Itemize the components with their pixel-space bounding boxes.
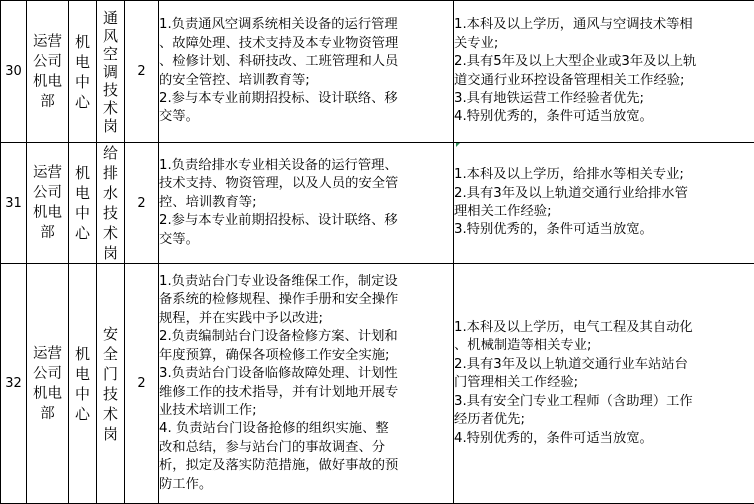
text-line: 备系统的检修规程、操作手册和安全操作 [159,291,453,309]
text-line: 2.具有5年及以上大型企业或3年及以上轨 [454,53,754,71]
text-line: 、检修计划、科研技改、工班管理和人员 [159,53,453,71]
text-line: 1.本科及以上学历，电气工程及其自动化 [454,319,754,337]
requirements-cell [454,1,754,143]
text-line: 业技术培训工作; [159,402,453,420]
duties-cell [159,1,454,143]
text-line: 1.本科及以上学历，给排水等相关专业; [454,166,754,184]
text-line: 析，拟定及落实防范措施，做好事故的预 [159,457,453,475]
headcount-cell: 2 [125,1,159,143]
headcount-cell: 2 [125,143,159,264]
department-cell: 机 电 中 心 [69,143,97,264]
text-line: 控、培训教育等; [159,194,453,212]
requirements-cell [454,143,754,264]
text-line: 2.负责编制站台门设备检修方案、计划和 [159,328,453,346]
text-line: 技术支持、物资管理，以及人员的安全管 [159,175,453,193]
text-line: 理相关工作经验; [454,203,754,221]
department-cell: 机 电 中 心 [69,1,97,143]
text-line: 2.具有3年及以上轨道交通行业车站站台 [454,356,754,374]
department-cell: 机 电 中 心 [69,264,97,504]
text-line: 1.负责通风空调系统相关设备的运行管理 [159,16,453,34]
requirements-cell [454,264,754,504]
text-line: 交等。 [159,231,453,249]
row-number: 32 [1,264,27,504]
text-line: 、机械制造等相关专业; [454,337,754,355]
row-number: 31 [1,143,27,264]
position-cell: 通 风 空 调 技 术 岗 [97,1,125,143]
row-number: 30 [1,1,27,143]
position-cell: 给 排 水 技 术 岗 [97,143,125,264]
text-line: 2.参与本专业前期招投标、设计联络、移 [159,212,453,230]
unit-cell: 运营 公司 机电 部 [27,143,69,264]
table-row [1,264,754,504]
text-line: 经历者优先; [454,411,754,429]
position-cell: 安 全 门 技 术 岗 [97,264,125,504]
duties-cell [159,264,454,504]
text-line: 年度预算，确保各项检修工作安全实施; [159,347,453,365]
text-line: 3.特别优秀的，条件可适当放宽。 [454,221,754,239]
text-line: 改和总结，参与站台门的事故调查、分 [159,439,453,457]
duties-cell [159,143,454,264]
text-line: 防工作。 [159,476,453,494]
text-line: 关专业; [454,35,754,53]
text-line: 维修工作的技术指导，并有计划地开展专 [159,384,453,402]
unit-cell: 运营 公司 机电 部 [27,264,69,504]
table-row [1,143,754,264]
text-line: 1.负责站台门专业设备维保工作，制定设 [159,273,453,291]
unit-cell: 运营 公司 机电 部 [27,1,69,143]
headcount-cell: 2 [125,264,159,504]
text-line: 2.参与本专业前期招投标、设计联络、移 [159,90,453,108]
text-line: 4. 负责站台门设备抢修的组织实施、整 [159,420,453,438]
text-line: 3.具有地铁运营工作经验者优先; [454,90,754,108]
text-line: 4.特别优秀的，条件可适当放宽。 [454,430,754,448]
text-line: 的安全管控、培训教育等; [159,72,453,90]
text-line: 3.负责站台门设备临修故障处理、计划性 [159,365,453,383]
text-line: 交等。 [159,108,453,126]
text-line: 4.特别优秀的，条件可适当放宽。 [454,108,754,126]
text-line: 、故障处理、技术支持及本专业物资管理 [159,35,453,53]
text-line: 道交通行业环控设备管理相关工作经验; [454,72,754,90]
table-row [1,1,754,143]
text-line: 1.本科及以上学历，通风与空调技术等相 [454,16,754,34]
text-line: 3.具有安全门专业工程师（含助理）工作 [454,393,754,411]
text-line: 2.具有3年及以上轨道交通行业给排水管 [454,185,754,203]
cell-comment-marker [456,143,460,147]
text-line: 规程，并在实践中予以改进; [159,310,453,328]
text-line: 1.负责给排水专业相关设备的运行管理、 [159,157,453,175]
text-line: 门管理相关工作经验; [454,374,754,392]
